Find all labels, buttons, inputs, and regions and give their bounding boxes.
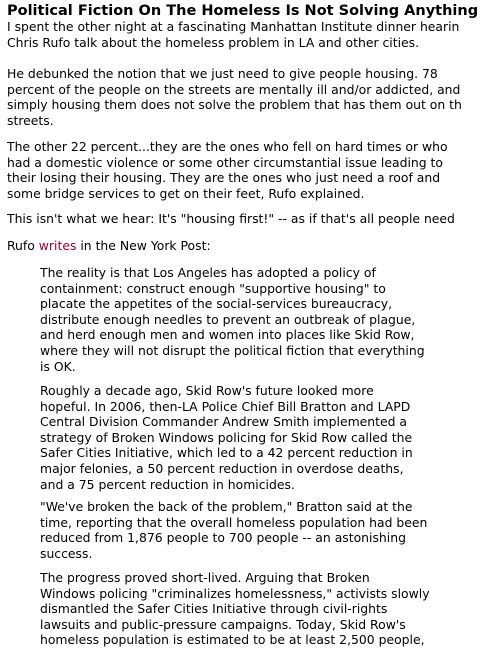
text-line: streets. bbox=[7, 112, 54, 128]
text-line: Roughly a decade ago, Skid Row's future looked more bbox=[40, 383, 374, 398]
text-line: and a 75 percent reduction in homicides. bbox=[40, 476, 295, 492]
writes-link[interactable]: writes bbox=[38, 238, 77, 253]
text-line: The progress proved short-lived. Arguing that Broken bbox=[40, 570, 370, 585]
text-line: success. bbox=[40, 545, 93, 561]
quote-paragraph-3 bbox=[40, 499, 427, 561]
paragraph-4 bbox=[7, 211, 455, 227]
text-line: strategy of Broken Windows policing for Skid Row called the bbox=[40, 429, 413, 445]
text-line: I spent the other night at a fascinating Manhattan Institute dinner hearin bbox=[7, 19, 460, 34]
post-title: Political Fiction On The Homeless Is Not Solving Anything bbox=[7, 3, 479, 19]
paragraph-2 bbox=[7, 66, 462, 128]
text-line: their losing their housing. They are the ones who just need a roof and bbox=[7, 170, 441, 186]
text-line: and herd enough men and women into places like Skid Row, bbox=[40, 327, 415, 343]
text-line: had a domestic violence or some other circumstantial issue leading to bbox=[7, 154, 443, 170]
text-line: hopeful. In 2006, then-LA Police Chief Bill Bratton and LAPD bbox=[40, 398, 411, 414]
text-line: Safer Cities Initiative, which led to a 42 percent reduction in bbox=[40, 445, 413, 461]
text-line: major felonies, a 50 percent reduction in overdose deaths, bbox=[40, 460, 404, 476]
text-line: Windows policing "criminalizes homelessness," activists slowly bbox=[40, 585, 430, 601]
text-line: some bridge services to get on their feet, Rufo explained. bbox=[7, 185, 365, 201]
text-line: simply housing them does not solve the problem that has them out on th bbox=[7, 97, 462, 113]
text-line: time, reporting that the overall homeless population had been bbox=[40, 514, 428, 530]
text-line: The reality is that Los Angeles has adopted a policy of bbox=[40, 265, 376, 280]
quote-paragraph-4 bbox=[40, 570, 430, 648]
text-line: percent of the people on the streets are mentally ill and/or addicted, and bbox=[7, 81, 461, 97]
text-line: "We've broken the back of the problem," Bratton said at the bbox=[40, 499, 413, 514]
text-line: is OK. bbox=[40, 358, 76, 374]
paragraph-3 bbox=[7, 139, 448, 201]
quote-paragraph-1 bbox=[40, 265, 425, 374]
text-line: The other 22 percent...they are the ones who fell on hard times or who bbox=[7, 139, 448, 154]
text-line: homeless population is estimated to be at least 2,500 people, bbox=[40, 632, 425, 648]
text-line: Central Division Commander Andrew Smith implemented a bbox=[40, 414, 408, 430]
text-line: This isn't what we hear: It's "housing first!" -- as if that's all people need bbox=[7, 211, 455, 226]
text-line: dismantled the Safer Cities Initiative through civil-rights bbox=[40, 601, 388, 617]
blog-post bbox=[7, 2, 485, 253]
text-fragment: in the New York Post: bbox=[76, 238, 211, 253]
text-line: He debunked the notion that we just need to give people housing. 78 bbox=[7, 66, 438, 81]
paragraph-5 bbox=[7, 238, 211, 254]
text-line: distribute enough needles to prevent an outbreak of plague, bbox=[40, 311, 416, 327]
text-line: placate the appetites of the social-services bureaucracy, bbox=[40, 296, 393, 312]
quote-paragraph-2 bbox=[40, 383, 413, 492]
text-line: containment: construct enough "supportive housing" to bbox=[40, 280, 386, 296]
text-line: reduced from 1,876 people to 700 people -- an astonishing bbox=[40, 530, 406, 546]
text-line: lawsuits and public-pressure campaigns. Today, Skid Row's bbox=[40, 616, 406, 632]
text-line: Chris Rufo talk about the homeless problem in LA and other cities. bbox=[7, 34, 420, 50]
paragraph-1 bbox=[7, 19, 459, 50]
text-line: where they will not disrupt the political fiction that everything bbox=[40, 342, 425, 358]
text-fragment: Rufo bbox=[7, 238, 39, 253]
text-line bbox=[7, 238, 211, 254]
